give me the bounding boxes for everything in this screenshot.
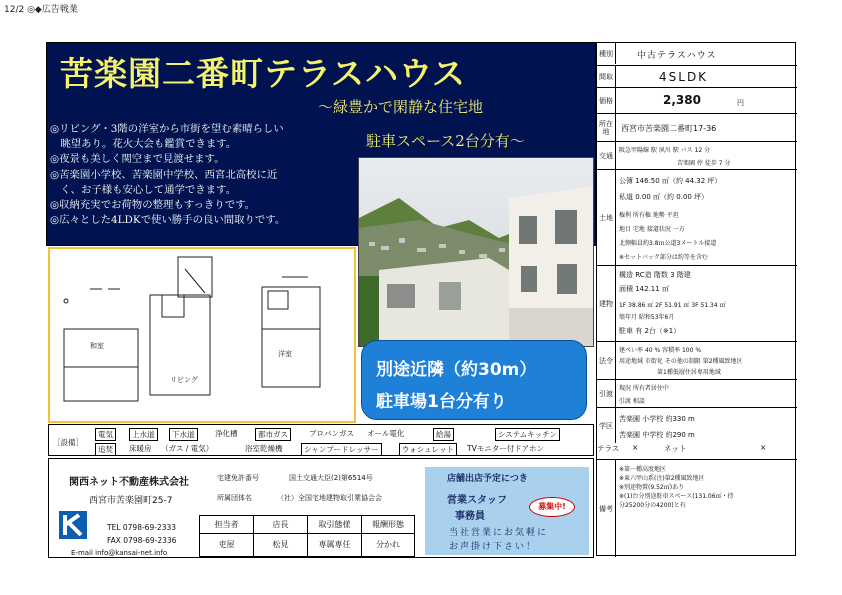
- info-label: 建物: [597, 266, 616, 341]
- company-section: [48, 458, 594, 558]
- feature-item: ◎広々とした4LDKで使い勝手の良い間取りです。: [50, 214, 286, 227]
- info-remark: ※別途物置(9.52㎡)あり: [619, 484, 685, 491]
- company-email: E-mail info@kansai-net.info: [71, 549, 168, 557]
- info-zone-2: 第1種低層住居専用地域: [657, 369, 721, 376]
- info-ratio: 建ぺい率 40 % 容積率 100 %: [619, 347, 702, 354]
- terrace-value: ×: [632, 443, 639, 452]
- staff-value: 専属専任: [308, 534, 362, 556]
- staff-header: 担当者: [200, 516, 254, 534]
- info-label: 法令: [597, 342, 616, 379]
- equipment-item: オール電化: [367, 429, 405, 438]
- info-label: 交通: [597, 142, 616, 169]
- callout-line-1: 別途近隣（約30m）: [376, 360, 537, 380]
- header-date: 12/2 ◎◆広告戦業: [4, 5, 78, 15]
- info-remark: ※第一種高度地区: [619, 466, 667, 473]
- feature-list: [50, 122, 358, 228]
- info-floors: 1F 38.86 ㎡ 2F 51.91 ㎡ 3F 51.34 ㎡: [619, 302, 726, 309]
- recruit-line-3: 事務員: [455, 511, 485, 522]
- info-traffic-1: 阪急甲陽線 駅 夙川 駅 バス 12 分: [619, 147, 711, 154]
- equipment-item: 床暖房: [129, 444, 152, 453]
- recruit-box: [425, 467, 589, 555]
- info-label: 間取: [597, 66, 616, 87]
- info-label: 種別: [597, 43, 616, 64]
- info-bldg-area: 面積 142.11 ㎡: [619, 285, 669, 293]
- recruit-line-2: 営業スタッフ: [447, 495, 507, 506]
- info-remark: 分25200分の4200)と有: [619, 502, 686, 509]
- property-photo: [358, 157, 594, 347]
- staff-value: 松見: [254, 534, 308, 556]
- feature-item: ◎苦楽園小学校、苦楽園中学校、西宮北高校に近: [50, 168, 278, 181]
- plan-room-label: リビング: [170, 376, 198, 384]
- feature-item: 眺望あり。花火大会も鑑賞できます。: [50, 138, 237, 151]
- info-price: 2,380: [663, 93, 701, 107]
- recruit-line-1: 店舗出店予定につき: [447, 474, 528, 484]
- equipment-item: 都市ガス: [255, 428, 291, 441]
- license-label: 宅建免許番号: [217, 474, 259, 482]
- recruit-line-4: 当社営業にお気軽に: [449, 528, 549, 538]
- equipment-item: （ガス / 電気）: [161, 444, 214, 453]
- company-tel: TEL 0798-69-2333: [107, 523, 177, 532]
- staff-header: 取引態様: [308, 516, 362, 534]
- feature-item: く、お子様も安心して通学できます。: [50, 183, 236, 196]
- subtitle-2: 駐車スペース2台分有～: [366, 132, 525, 150]
- staff-table: [199, 515, 415, 557]
- info-land-area: 公簿 146.50 ㎡（約 44.32 坪）: [619, 177, 722, 185]
- subtitle-1: ～緑豊かで閑静な住宅地: [318, 98, 484, 116]
- company-address: 西宮市苦楽園町25-7: [89, 496, 173, 506]
- equipment-item: 浴室乾燥機: [245, 444, 283, 453]
- company-fax: FAX 0798-69-2336: [107, 536, 177, 545]
- plan-room-label: 洋室: [278, 350, 292, 358]
- info-remark: ※(1)台分別途駐車スペース(131.06㎡・持: [619, 493, 734, 500]
- info-label: 備考: [597, 460, 616, 557]
- info-use: 地目 宅地 接道状況 一方: [619, 226, 685, 233]
- info-price-unit: 円: [737, 99, 744, 107]
- info-status: 現況 所有者居住中: [619, 385, 669, 392]
- equipment-item: ウォシュレット: [399, 443, 457, 456]
- info-structure: 構造 RC造 階数 3 階建: [619, 271, 691, 279]
- recruit-badge: 募集中!: [529, 497, 575, 517]
- info-deliv: 引渡 相談: [619, 398, 645, 405]
- staff-header: 店長: [254, 516, 308, 534]
- feature-item: ◎リビング・3階の洋室から市街を望む素晴らしい: [50, 123, 284, 135]
- equipment-item: プロパンガス: [309, 429, 354, 438]
- equipment-item: テラス: [597, 444, 620, 453]
- floor-plan: [48, 247, 356, 423]
- parking-callout: [361, 340, 587, 420]
- info-label: 所在地: [597, 114, 616, 141]
- assoc-label: 所属団体名: [217, 494, 252, 502]
- info-built: 築年月 昭和53年6月: [619, 314, 675, 321]
- info-label: 学区: [597, 408, 616, 443]
- equipment-item: 追焚: [95, 443, 116, 456]
- equipment-item: 浄化槽: [215, 429, 238, 438]
- plan-room-label: 和室: [90, 342, 104, 350]
- license-value: 国土交通大臣(2)第6514号: [289, 474, 373, 482]
- equipment-item: TVモニター付ドアホン: [467, 444, 544, 453]
- info-traffic-2: 苦楽園 停 徒歩 7 分: [677, 160, 731, 167]
- info-rights: 権利 所有権 地勢 平坦: [619, 212, 679, 219]
- net-value: ×: [760, 443, 767, 452]
- info-label: 引渡: [597, 380, 616, 407]
- recruit-line-5: お声掛け下さい！: [449, 542, 538, 552]
- info-road: 北側幅員約3.8ｍ公道3メートル接道: [619, 240, 717, 247]
- page-title: 苦楽園二番町テラスハウス: [60, 54, 467, 93]
- equipment-item: システムキッチン: [495, 428, 560, 441]
- staff-value: 分かれ: [376, 540, 400, 549]
- equipment-item: 上水道: [129, 428, 158, 441]
- info-label: 価格: [597, 88, 616, 113]
- info-type: 中古テラスハウス: [637, 51, 717, 61]
- info-land-private: 私道 0.00 ㎡（約 0.00 坪）: [619, 193, 709, 201]
- property-info-table: [596, 42, 796, 556]
- info-note: ※セットバック部分は約等を含む: [619, 254, 708, 261]
- company-name: 関西ネット不動産株式会社: [69, 477, 189, 488]
- assoc-value: （社）全国宅地建物取引業協会会: [277, 494, 382, 502]
- info-location: 西宮市苦楽園二番町17-36: [621, 124, 717, 133]
- net-label: ネット: [664, 444, 687, 453]
- info-zone: 用途地域 市街化 その他の制限 第2種風致地区: [619, 358, 743, 365]
- info-label: 土地: [597, 170, 616, 265]
- info-parking: 駐車 有 2台（※1）: [619, 327, 681, 335]
- staff-header: 報酬形態: [362, 516, 414, 534]
- staff-value: 吏屋: [200, 534, 254, 556]
- info-remark: ※東六甲山系(注)第2種風致地区: [619, 475, 705, 482]
- feature-item: ◎収納充実でお荷物の整理もすっきりです。: [50, 199, 256, 212]
- equipment-item: 給湯: [433, 428, 454, 441]
- feature-item: ◎夜景も美しく関空まで見渡せます。: [50, 153, 225, 166]
- info-school-1: 苦楽園 小学校 約330 m: [619, 415, 695, 423]
- info-school-2: 苦楽園 中学校 約290 m: [619, 431, 695, 439]
- company-logo-icon: [59, 511, 87, 539]
- equipment-label: ［設備］: [53, 438, 83, 447]
- equipment-item: 電気: [95, 428, 116, 441]
- callout-line-2: 駐車場1台分有り: [376, 392, 507, 412]
- equipment-item: シャンプードレッサー: [301, 443, 382, 456]
- equipment-item: 下水道: [169, 428, 198, 441]
- info-layout: 4SLDK: [659, 70, 709, 84]
